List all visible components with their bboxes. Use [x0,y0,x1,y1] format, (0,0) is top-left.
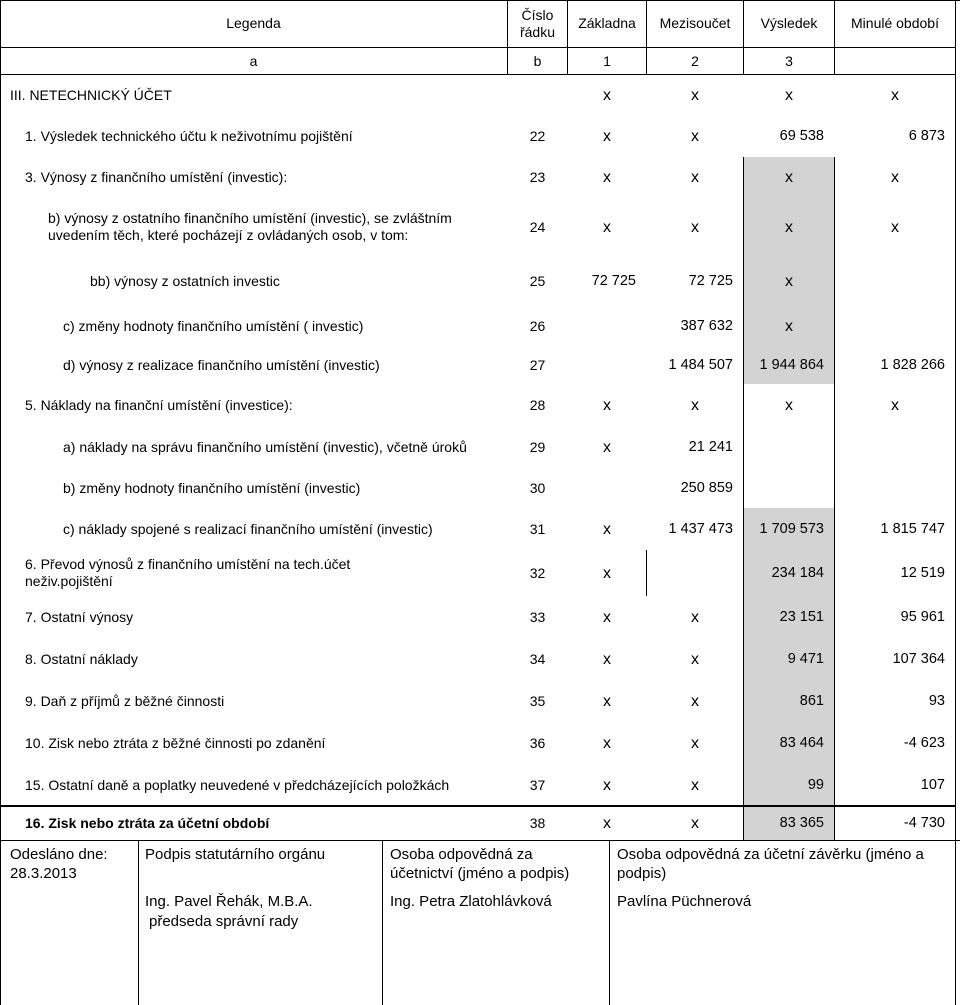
row-prev-cell: x [891,218,899,236]
row-result-cell: 861 [799,692,824,709]
row-label: 16. Zisk nebo ztráta za účetní období [25,814,270,831]
statutory-signer-role: předseda správní rady [149,913,299,930]
row-subtotal-cell: 21 241 [688,438,733,455]
statutory-signer-name: Ing. Pavel Řehák, M.B.A. [145,893,313,910]
row-num-cell: 29 [529,438,546,455]
row-basic-cell: x [603,520,611,538]
row-num-cell: 33 [529,608,546,625]
row-result-cell: x [785,168,793,186]
row-num-cell: 38 [529,814,546,831]
row-basic-cell: x [603,564,611,582]
row-label: 7. Ostatní výnosy [25,608,134,625]
row-subtotal-cell: x [691,650,699,668]
subheader-2: 2 [691,52,699,69]
row-basic-cell: x [603,396,611,414]
row-basic-cell: x [603,86,611,104]
row-result-cell: 83 365 [779,814,824,831]
header-result: Výsledek [760,15,818,31]
row-label: c) změny hodnoty finančního umístění ( investic) [63,317,364,334]
row-result-cell [744,468,834,508]
row-subtotal-cell: x [691,168,699,186]
row-result-cell: 1 944 864 [759,357,824,373]
row-subtotal-cell [647,550,743,596]
row-label: d) výnosy z realizace finančního umístění (investic) [63,357,380,373]
row-num-cell: 30 [529,479,546,496]
row-basic-cell: x [603,692,611,710]
row-subtotal-cell: 250 859 [680,479,733,496]
row-basic-cell: x [603,734,611,752]
row-num-cell: 25 [529,272,546,289]
row-num-cell [508,74,567,116]
sent-date-value: 28.3.2013 [10,865,77,882]
row-prev-cell: 1 815 747 [880,520,945,537]
row-prev-cell: 1 828 266 [880,357,945,373]
row-num-cell: 32 [529,564,546,581]
row-label: 10. Zisk nebo ztráta z běžné činnosti po zdanění [25,734,326,751]
row-result-cell: 83 464 [779,734,824,751]
row-label: 8. Ostatní náklady [25,650,138,667]
closing-person-name: Pavlína Püchnerová [617,893,752,910]
row-label: b) změny hodnoty finančního umístění (investic) [63,479,361,496]
row-prev-cell: 6 873 [908,128,945,144]
row-result-cell: 99 [807,776,824,793]
row-prev-cell: x [891,86,899,104]
closing-person-label: Osoba odpovědná za účetní závěrku (jméno a podpis) [617,846,924,882]
header-row-number: Číslo řádku [519,6,556,40]
row-subtotal-cell: 72 725 [688,272,733,289]
row-label: III. NETECHNICKÝ ÚČET [10,86,172,103]
header-basic: Základna [578,15,636,31]
row-subtotal-cell: x [691,776,699,794]
row-result-cell: x [785,317,793,335]
row-label: 1. Výsledek technického účtu k neživotnímu pojištění [25,128,353,144]
row-prev-cell: x [891,168,899,186]
row-result-cell: 23 151 [779,608,824,625]
row-subtotal-cell: x [691,814,699,832]
row-prev-cell [835,257,955,305]
row-prev-cell: 12 519 [900,564,945,581]
row-result-cell: x [785,86,793,104]
row-basic-cell: x [603,776,611,794]
accounting-person-name: Ing. Petra Zlatohlávková [390,893,552,910]
subheader-1: 1 [603,52,611,69]
row-prev-cell: 93 [928,692,945,709]
row-num-cell: 28 [529,396,546,413]
row-num-cell: 22 [529,128,546,144]
accounting-person-label: Osoba odpovědná za účetnictví (jméno a podpis) [390,846,570,882]
subheader-3: 3 [785,52,793,69]
row-subtotal-cell: x [691,692,699,710]
header-previous-period: Minulé období [851,15,939,31]
row-num-cell: 24 [529,218,546,235]
row-basic-cell: x [603,438,611,456]
row-label: a) náklady na správu finančního umístění (investic), včetně úroků [63,438,467,455]
row-basic-cell: x [603,608,611,626]
row-subtotal-cell: x [691,86,699,104]
row-result-cell: x [785,218,793,236]
row-result-cell [744,426,834,468]
row-basic-cell: 72 725 [591,272,636,289]
row-subtotal-cell: x [691,734,699,752]
row-subtotal-cell: 1 437 473 [668,520,733,537]
statutory-signature-label: Podpis statutárního orgánu [145,846,326,863]
row-prev-cell [835,426,955,468]
row-basic-cell [568,347,646,384]
row-subtotal-cell: x [691,218,699,236]
row-result-cell: 9 471 [787,650,824,667]
row-prev-cell: -4 623 [903,734,945,751]
row-subtotal-cell: 387 632 [680,317,733,334]
row-label: bb) výnosy z ostatních investic [90,272,280,289]
row-basic-cell: x [603,128,611,145]
row-basic-cell: x [603,650,611,668]
row-prev-cell [835,468,955,508]
signature-footer [0,840,960,1005]
row-label: 6. Převod výnosů z finančního umístění na tech.účet neživ.pojištění [25,556,351,589]
row-num-cell: 36 [529,734,546,751]
row-basic-cell: x [603,814,611,832]
row-num-cell: 37 [529,776,546,793]
row-result-cell: x [785,396,793,414]
row-prev-cell: 107 364 [892,650,945,667]
row-basic-cell [568,468,646,508]
row-subtotal-cell: x [691,128,699,145]
row-num-cell: 34 [529,650,546,667]
row-label: 15. Ostatní daně a poplatky neuvedené v předcházejících položkách [25,776,450,793]
row-prev-cell: 95 961 [900,608,945,625]
row-result-cell: x [785,272,793,290]
row-basic-cell [568,305,646,347]
row-result-cell: 1 709 573 [759,520,824,537]
row-prev-cell: 107 [920,776,945,793]
subheader-b: b [533,52,542,69]
row-label: 9. Daň z příjmů z běžné činnosti [25,692,225,709]
header-legend: Legenda [226,15,281,31]
row-num-cell: 26 [529,317,546,334]
row-num-cell: 23 [529,168,546,185]
row-subtotal-cell: x [691,608,699,626]
row-label: b) výnosy z ostatního finančního umístění (investic), se zvláštním uvedením těch, které pocházejí z ovládaných osob, v tom: [48,210,452,243]
row-num-cell: 27 [529,357,546,373]
sent-date-label: Odesláno dne: [10,846,108,863]
row-label: c) náklady spojené s realizací finančního umístění (investic) [63,520,433,537]
row-prev-cell [835,305,955,347]
row-num-cell: 35 [529,692,546,709]
subheader-a: a [249,52,258,69]
row-prev-cell: x [891,396,899,414]
row-label: 5. Náklady na finanční umístění (investice): [25,396,293,413]
row-subtotal-cell: x [691,396,699,414]
row-prev-cell: -4 730 [903,814,945,831]
row-num-cell: 31 [529,520,546,537]
row-label: 3. Výnosy z finančního umístění (investic): [25,168,288,185]
row-subtotal-cell: 1 484 507 [668,357,733,373]
row-basic-cell: x [603,218,611,236]
row-result-cell: 69 538 [779,128,824,144]
row-result-cell: 234 184 [771,564,824,581]
row-basic-cell: x [603,168,611,186]
header-subtotal: Mezisoučet [659,15,731,31]
